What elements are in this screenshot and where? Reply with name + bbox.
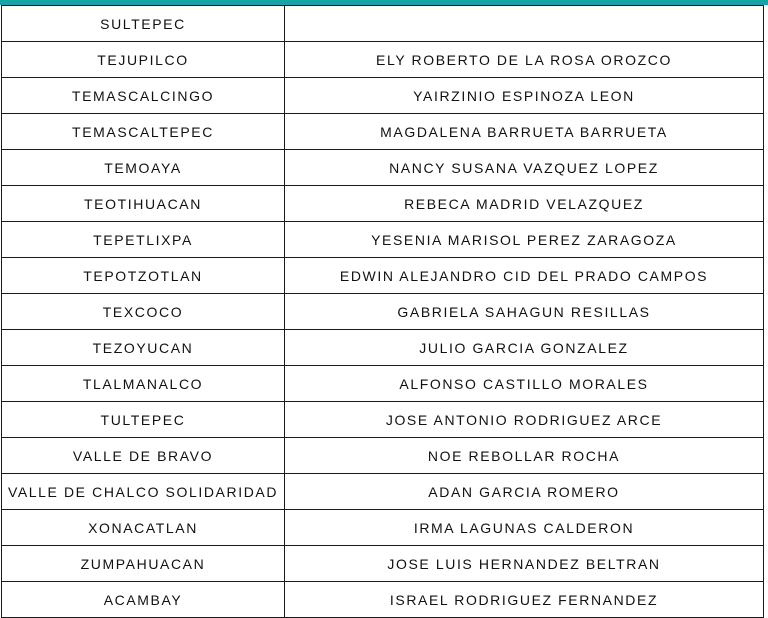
- municipio-cell: ZUMPAHUACAN: [2, 546, 285, 582]
- table-row: [2, 114, 764, 150]
- table-row: [2, 402, 764, 438]
- table-row: [2, 330, 764, 366]
- nombre-cell: ELY ROBERTO DE LA ROSA OROZCO: [285, 42, 764, 78]
- nombre-cell: JOSE ANTONIO RODRIGUEZ ARCE: [285, 402, 764, 438]
- table-row: [2, 258, 764, 294]
- nombre-cell: REBECA MADRID VELAZQUEZ: [285, 186, 764, 222]
- nombre-cell: JOSE LUIS HERNANDEZ BELTRAN: [285, 546, 764, 582]
- table-row: [2, 222, 764, 258]
- nombre-cell: ISRAEL RODRIGUEZ FERNANDEZ: [285, 582, 764, 618]
- municipio-cell: TEPOTZOTLAN: [2, 258, 285, 294]
- municipio-cell: XONACATLAN: [2, 510, 285, 546]
- table-row: [2, 546, 764, 582]
- municipio-cell: TEZOYUCAN: [2, 330, 285, 366]
- nombre-cell: IRMA LAGUNAS CALDERON: [285, 510, 764, 546]
- table-row: [2, 42, 764, 78]
- municipio-cell: TEXCOCO: [2, 294, 285, 330]
- table-row: [2, 510, 764, 546]
- nombre-cell: MAGDALENA BARRUETA BARRUETA: [285, 114, 764, 150]
- municipio-cell: TEJUPILCO: [2, 42, 285, 78]
- municipio-cell: VALLE DE BRAVO: [2, 438, 285, 474]
- table-row: [2, 366, 764, 402]
- table-row: [2, 582, 764, 618]
- nombre-cell: NANCY SUSANA VAZQUEZ LOPEZ: [285, 150, 764, 186]
- table-body: [2, 6, 764, 618]
- nombre-cell: GABRIELA SAHAGUN RESILLAS: [285, 294, 764, 330]
- municipio-cell: SULTEPEC: [2, 6, 285, 42]
- nombre-cell: EDWIN ALEJANDRO CID DEL PRADO CAMPOS: [285, 258, 764, 294]
- table-row: [2, 438, 764, 474]
- municipio-cell: TEOTIHUACAN: [2, 186, 285, 222]
- table-row: [2, 78, 764, 114]
- nombre-cell: YESENIA MARISOL PEREZ ZARAGOZA: [285, 222, 764, 258]
- table-row: [2, 474, 764, 510]
- table-row: [2, 186, 764, 222]
- nombre-cell: NOE REBOLLAR ROCHA: [285, 438, 764, 474]
- municipio-cell: TEMASCALTEPEC: [2, 114, 285, 150]
- nombre-cell: ALFONSO CASTILLO MORALES: [285, 366, 764, 402]
- table-row: [2, 150, 764, 186]
- nombre-cell: ADAN GARCIA ROMERO: [285, 474, 764, 510]
- municipio-cell: ACAMBAY: [2, 582, 285, 618]
- table-row: [2, 6, 764, 42]
- municipio-cell: TLALMANALCO: [2, 366, 285, 402]
- municipio-cell: TEMOAYA: [2, 150, 285, 186]
- nombre-cell: YAIRZINIO ESPINOZA LEON: [285, 78, 764, 114]
- municipio-cell: TEPETLIXPA: [2, 222, 285, 258]
- municipio-cell: TULTEPEC: [2, 402, 285, 438]
- municipalities-table: [1, 5, 764, 618]
- municipio-cell: TEMASCALCINGO: [2, 78, 285, 114]
- table-row: [2, 294, 764, 330]
- nombre-cell: JULIO GARCIA GONZALEZ: [285, 330, 764, 366]
- nombre-cell: [285, 6, 764, 42]
- municipio-cell: VALLE DE CHALCO SOLIDARIDAD: [2, 474, 285, 510]
